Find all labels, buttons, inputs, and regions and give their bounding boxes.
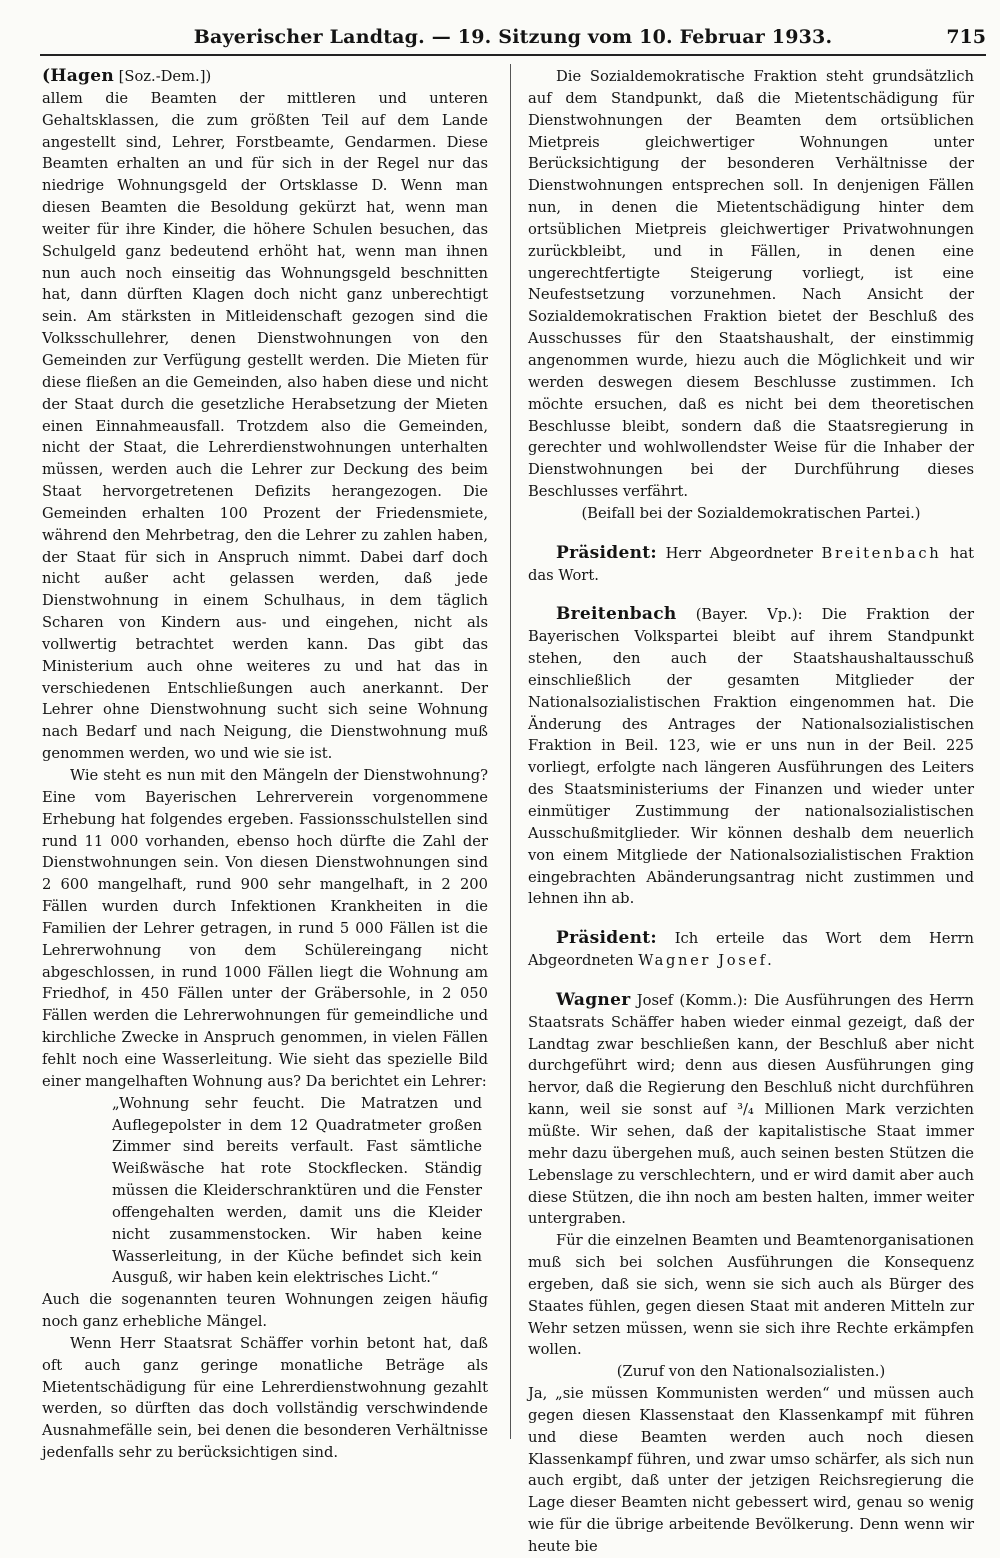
- speaker-name: Präsident:: [556, 542, 657, 563]
- paragraph: Wenn Herr Staatsrat Schäffer vorhin betont hat, daß oft auch ganz geringe monatliche Beträge als Mietentschädigung für eine Lehrerdienstwohnung gezahlt werden, so dürften das doch vollständig verschwindende Ausnahmefälle sein, bei denen die besonderen Verhältnisse jedenfalls sehr zu berücksichtigen sind.: [42, 1334, 488, 1462]
- remark-text: hat das Wort.: [528, 544, 974, 584]
- speech-text: Die Ausführungen des Herrn Staatsrats Schäffer haben wieder einmal gezeigt, daß der Landtag zwar beschließen kann, der Beschluß aber nicht durchgeführt wird; denn aus diesen Ausführungen ging hervor, daß die Regierung den Beschluß nicht durchführen kann, weil sie sonst auf ³/₄ Millionen Mark verzichten müßte. Wir sehen, daß der kapitalistische Staat immer mehr dazu übergehen muß, auch seinen besten Stützen die Lebenslage zu verschlechtern, und er wird damit aber auch diese Stützen, die ihn noch am besten halten, immer weiter untergraben.: [528, 991, 975, 1228]
- quote-text: „Wohnung sehr feucht. Die Matratzen und Auflegepolster in dem 12 Quadratmeter großen Zimmer sind bereits verfault. Fast sämtliche Weißwäsche hat rote Stockflecken. Ständig müssen die Kleiderschranktüren und die Fenster offengehalten werden, damit uns die Kleider nicht zusammenstocken. Wir haben keine Wasserleitung, in der Küche befindet sich kein Ausguß, wir haben kein elektrisches Licht.“: [112, 1094, 482, 1287]
- mentioned-name: Breitenbach: [821, 544, 942, 562]
- speaker-name: Präsident:: [556, 928, 657, 949]
- spacer: [528, 586, 974, 604]
- paragraph: Die Sozialdemokratische Fraktion steht grundsätzlich auf dem Standpunkt, daß die Mietentschädigung für Dienstwohnungen der Beamten dem ortsüblichen Mietpreis gleichwertiger Wohnungen unter Berücksichtigung der besonderen Verhältnisse der Dienstwohnungen entsprechen soll. In denjenigen Fällen nun, in denen die Mietentschädigung hinter dem ortsüblichen Mietpreis gleichwertiger Privatwohnungen zurückbleibt, und in Fällen, in denen eine ungerechtfertigte Steigerung vorliegt, ist eine Neufestsetzung vorzunehmen. Nach Ansicht der Sozialdemokratischen Fraktion bietet der Beschluß des Ausschusses für den Staatshaushalt, der einstimmig angenommen wurde, hiezu auch die Möglichkeit und wir werden deswegen diesem Beschlusse zustimmen. Ich möchte ersuchen, daß es nicht bei dem theoretischen Beschlusse bleibt, sondern daß die Staatsregierung in gerechter und wohlwollendster Weise für die Inhaber der Dienstwohnungen bei der Durchführung dieses Beschlusses verfährt.: [528, 68, 974, 501]
- page-header: [40, 20, 986, 56]
- speaker-name: Wagner: [556, 989, 631, 1010]
- remark-text: Herr Abgeordneter: [665, 544, 813, 562]
- applause-note: (Beifall bei der Sozialdemokratischen Partei.): [581, 504, 921, 522]
- speech-text: Die Fraktion der Bayerischen Volkspartei bleibt auf ihrem Standpunkt stehen, den auch der Staatshaushaltausschuß einschließlich der gesamten Mitglieder der Nationalsozialistischen Fraktion eingenommen hat. Die Änderung des Antrages der Nationalsozialistischen Fraktion in Beil. 123, wie er uns nun in der Beil. 225 vorliegt, erfolgte nach längeren Ausführungen des Leiters des Staatsministeriums der Finanzen und wieder unter einmütiger Zustimmung der nationalsozialistischen Ausschußmitglieder. Wir können deshalb dem neuerlich von einem Mitgliede der Nationalsozialistischen Fraktion eingebrachten Abänderungsantrag nicht zustimmen und lehnen ihn ab.: [528, 606, 974, 908]
- speaker-party: Josef (Komm.):: [636, 991, 748, 1009]
- remark-text: Ich erteile das Wort dem Herrn Abgeordneten: [528, 930, 975, 970]
- paragraph: Für die einzelnen Beamten und Beamtenorganisationen muß sich bei solchen Ausführungen die Konsequenz ergeben, daß sie sich, wenn sie sich auch als Bürger des Staates fühlen, gegen diesen Staat mit anderen Mitteln zur Wehr setzen müssen, wenn sie sich ihre Rechte erkämpfen wollen.: [528, 1232, 974, 1359]
- page-number: 715: [946, 26, 986, 48]
- speaker-name: Breitenbach: [556, 604, 677, 625]
- running-title: Bayerischer Landtag. — 19. Sitzung vom 10. Februar 1933.: [193, 26, 833, 48]
- president-remark: [528, 543, 974, 587]
- left-column: [42, 66, 488, 1464]
- speaker-name: (Hagen: [42, 66, 114, 86]
- right-column: [528, 66, 974, 1558]
- speech: [528, 990, 974, 1230]
- speech: [528, 604, 974, 910]
- paragraph: Wie steht es nun mit den Mängeln der Dienstwohnung? Eine vom Bayerischen Lehrerverein vorgenommene Erhebung hat folgendes ergeben. Fassionsschulstellen sind rund 11 000 vorhanden, ebenso hoch dürfte die Zahl der Dienstwohnungen sein. Von diesen Dienstwohnungen sind 2 600 mangelhaft, rund 900 sehr mangelhaft, in 2 200 Fällen wurden durch Infektionen Krankheiten in die Familien der Lehrer getragen, in rund 5 000 Fällen ist die Lehrerwohnung von dem Schülereingang nicht abgeschlossen, in rund 1000 Fällen liegt die Wohnung am Friedhof, in 450 Fällen unter der Gräbersohle, in 2 050 Fällen werden die Lehrerwohnungen für gemeindliche und kirchliche Zwecke in Anspruch genommen, in vielen Fällen fehlt noch eine Wasserleitung. Wie sieht das spezielle Bild einer mangelhaften Wohnung aus? Da berichtet ein Lehrer:: [42, 767, 488, 1090]
- block-quote: [112, 1093, 482, 1290]
- paragraph: allem die Beamten der mittleren und unteren Gehaltsklassen, die zum größten Teil auf dem Lande angestellt sind, Lehrer, Forstbeamte, Gendarmen. Diese Beamten erhalten an und für sich in der Regel nur das niedrige Wohnungsgeld der Ortsklasse D. Wenn man diesen Beamten die Besoldung gekürzt hat, wenn man weiter für ihre Kinder, die höhere Schulen besuchen, das Schulgeld ganz bedeutend erhöht hat, wenn man ihnen nun auch noch einseitig das Wohnungsgeld beschnitten hat, dann dürften Klagen doch nicht ganz unberechtigt sein. Am stärksten in Mitleidenschaft gezogen sind die Volksschullehrer, denen Dienstwohnungen von den Gemeinden zur Verfügung gestellt werden. Die Mieten für diese fließen an die Gemeinden, also haben diese und nicht der Staat durch die gesetzliche Herabsetzung der Mieten einen Einnahmeausfall. Trotzdem also die Gemeinden, nicht der Staat, die Lehrerdienstwohnungen unterhalten müssen, werden auch die Lehrer zur Deckung des beim Staat hervorgetretenen Defizits herangezogen. Die Gemeinden erhalten 100 Prozent der Friedensmiete, während den Mehrbetrag, den die Lehrer zu zahlen haben, der Staat für sich in Anspruch nimmt. Dabei darf doch nicht außer acht gelassen werden, daß jede Dienstwohnung in einem Schulhaus, in dem täglich Scharen von Kindern aus- und eingehen, nicht als vollwertig betrachtet werden kann. Das gibt das Ministerium auch ohne weiteres zu und hat das in verschiedenen Entschließungen auch anerkannt. Der Lehrer ohne Dienstwohnung sucht sich seine Wohnung nach Bedarf und nach Neigung, die Dienstwohnung muß genommen werden, wo und wie sie ist.: [42, 89, 488, 763]
- spacer: [528, 972, 974, 990]
- president-remark: [528, 928, 974, 972]
- paragraph: Ja, „sie müssen Kommunisten werden“ und müssen auch gegen diesen Klassenstaat den Klassenkampf mit führen und diese Beamten werden auch noch diesen Klassenkampf führen, und zwar umso schärfer, als sich nun auch ergibt, daß unter der jetzigen Reichsregierung die Lage dieser Beamten nicht gebessert wird, genau so wenig wie für die übrige arbeitende Bevölkerung. Denn wenn wir heute bie: [528, 1385, 974, 1555]
- speaker-party: [Soz.-Dem.]): [118, 68, 212, 85]
- paragraph: Auch die sogenannten teuren Wohnungen zeigen häufig noch ganz erhebliche Mängel.: [42, 1291, 488, 1331]
- spacer: [528, 525, 974, 543]
- mentioned-name: Wagner Josef.: [638, 952, 775, 970]
- spacer: [528, 910, 974, 928]
- speaker-heading: [42, 66, 488, 88]
- speaker-party: (Bayer. Vp.):: [695, 606, 803, 624]
- interjection-note: (Zuruf von den Nationalsozialisten.): [616, 1363, 886, 1381]
- column-divider: [510, 64, 511, 1439]
